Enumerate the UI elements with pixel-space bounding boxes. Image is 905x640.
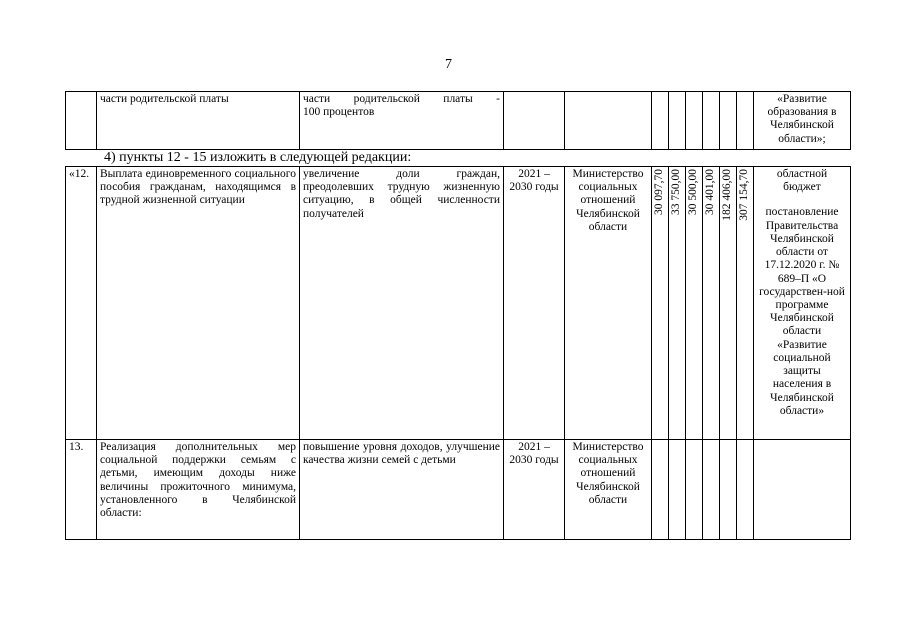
cell-basis: «Развитие образования в Челябинской области»; bbox=[754, 92, 851, 150]
cell-name: части родительской платы bbox=[97, 92, 300, 150]
cell-value bbox=[652, 92, 669, 150]
row-result: повышение уровня доходов, улучшение качества жизни семей с детьми bbox=[300, 440, 504, 540]
value-cell bbox=[686, 167, 703, 440]
row-period: 2021 – 2030 годы bbox=[504, 167, 565, 440]
table-fragment-top bbox=[65, 91, 851, 150]
value-cell bbox=[737, 440, 754, 540]
table-row bbox=[66, 440, 851, 540]
cell-result bbox=[300, 92, 504, 150]
row-executor: Министерство социальных отношений Челябинской области bbox=[565, 440, 652, 540]
cell-value bbox=[686, 92, 703, 150]
value-2023: 30 500,00 bbox=[687, 169, 700, 215]
cell-num bbox=[66, 92, 97, 150]
cell-result-line2: 100 процентов bbox=[303, 106, 375, 119]
cell-result-line1: части родительской платы - bbox=[303, 93, 500, 105]
value-2021: 30 097,70 bbox=[653, 169, 666, 215]
value-cell bbox=[652, 167, 669, 440]
cell-period bbox=[504, 92, 565, 150]
cell-value bbox=[703, 92, 720, 150]
value-2025-2030: 182 406,00 bbox=[721, 169, 734, 221]
table-row bbox=[66, 92, 851, 150]
value-2024: 30 401,00 bbox=[704, 169, 717, 215]
cell-value bbox=[669, 92, 686, 150]
value-cell bbox=[720, 440, 737, 540]
row-result: увеличение доли граждан, преодолевших трудную жизненную ситуацию, в общей численности получателей bbox=[300, 167, 504, 440]
page-number: 7 bbox=[445, 57, 452, 72]
row-number: «12. bbox=[66, 167, 97, 440]
row-name: Реализация дополнительных мер социальной поддержки семьям с детьми, имеющим доходы ниже величины прожиточного минимума, установленного в Челябинской области: bbox=[97, 440, 300, 540]
value-cell bbox=[720, 167, 737, 440]
value-cell bbox=[686, 440, 703, 540]
row-source-basis bbox=[754, 167, 851, 440]
table-main bbox=[65, 166, 851, 540]
value-total: 307 154,70 bbox=[738, 169, 751, 221]
row-source-basis bbox=[754, 440, 851, 540]
row-period: 2021 – 2030 годы bbox=[504, 440, 565, 540]
cell-value bbox=[720, 92, 737, 150]
value-cell bbox=[703, 440, 720, 540]
value-cell bbox=[703, 167, 720, 440]
row-name: Выплата единовременного социального пособия гражданам, находящимся в трудной жизненной ситуации bbox=[97, 167, 300, 440]
value-cell bbox=[669, 167, 686, 440]
value-cell bbox=[652, 440, 669, 540]
funding-source: областной бюджет bbox=[776, 168, 828, 194]
value-cell bbox=[669, 440, 686, 540]
cell-executor bbox=[565, 92, 652, 150]
section-heading: 4) пункты 12 - 15 изложить в следующей редакции: bbox=[104, 150, 412, 165]
legal-basis: постановление Правительства Челябинской области от 17.12.2020 г. № 689–П «О государствен-ной программе Челябинской области «Развитие социальной защиты населения в Челябинской области» bbox=[759, 206, 845, 417]
row-executor: Министерство социальных отношений Челябинской области bbox=[565, 167, 652, 440]
cell-value bbox=[737, 92, 754, 150]
value-2022: 33 750,00 bbox=[670, 169, 683, 215]
row-number: 13. bbox=[66, 440, 97, 540]
table-row bbox=[66, 167, 851, 440]
value-cell bbox=[737, 167, 754, 440]
